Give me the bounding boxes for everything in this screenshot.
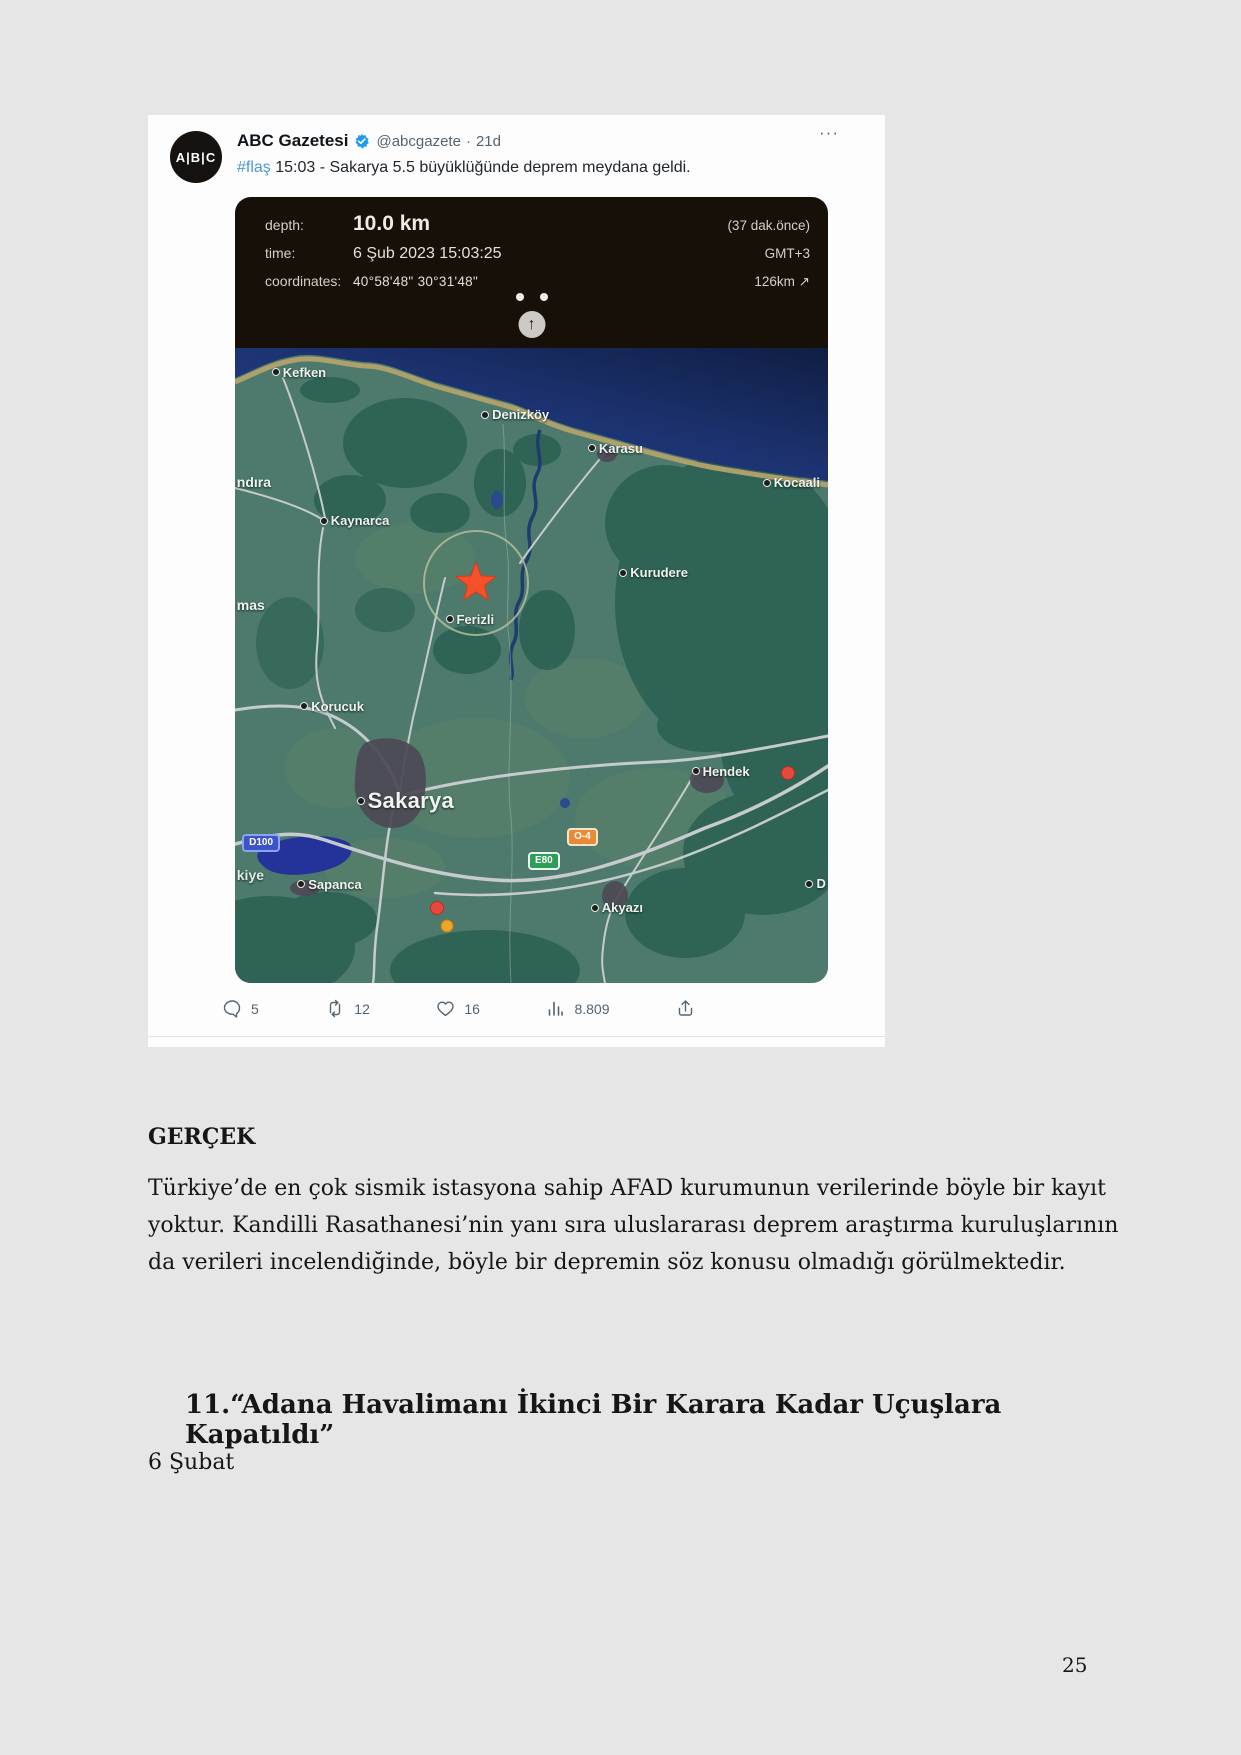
- views-count: 8.809: [574, 1000, 610, 1017]
- reply-icon: [223, 999, 242, 1018]
- quake-info-panel: [235, 197, 828, 348]
- views-button[interactable]: [546, 999, 609, 1018]
- fact-paragraph: Türkiye’de en çok sismik istasyona sahip AFAD kurumunun verilerinde böyle bir kayıt yoktur. Kandilli Rasathanesi’nin yanı sıra uluslararası deprem araştırma kuruluşlarının da verileri incelendiğinde, böyle bir depremin söz konusu olmadığı görülmektedir.: [148, 1176, 1119, 1275]
- quake-dot-red: [782, 767, 795, 780]
- coordinates-value: 40°58'48" 30°31'48": [353, 274, 479, 289]
- map-label-kocaali: Kocaali: [763, 475, 820, 490]
- account-handle[interactable]: @abcgazete: [376, 132, 461, 150]
- map-label-hendek: Hendek: [692, 764, 750, 779]
- account-name[interactable]: ABC Gazetesi: [237, 131, 349, 150]
- town-dot: [805, 880, 813, 888]
- claim-heading: 11.“Adana Havalimanı İkinci Bir Karara Kadar Uçuşlara Kapatıldı”: [185, 1390, 1002, 1450]
- tweet-card: [148, 115, 885, 1047]
- like-button[interactable]: [436, 999, 480, 1018]
- town-dot: [481, 411, 489, 419]
- page-number: 25: [1062, 1653, 1088, 1677]
- earthquake-map-embed[interactable]: [235, 197, 828, 983]
- dot-separator: ·: [465, 132, 471, 150]
- map-label-ferizli: Ferizli: [446, 612, 495, 627]
- time-row: [265, 246, 810, 262]
- map-label-kaynarca: Kaynarca: [320, 513, 390, 528]
- heart-icon: [436, 999, 455, 1018]
- road-shield-d100: D100: [242, 834, 280, 852]
- town-dot: [591, 904, 599, 912]
- map-label-d-partial: D: [805, 876, 825, 891]
- map-label-kurudere: Kurudere: [619, 565, 688, 580]
- avatar-letters: A|B|C: [175, 149, 217, 165]
- claim-date: 6 Şubat: [148, 1450, 235, 1475]
- map-label-sakarya: Sakarya: [357, 788, 455, 814]
- scroll-up-button[interactable]: [518, 311, 545, 338]
- coordinates-label: coordinates:: [265, 273, 342, 289]
- carousel-dots[interactable]: [235, 293, 828, 301]
- distance-value: 126km ↗: [754, 274, 810, 289]
- town-dot: [588, 444, 596, 452]
- map-label-karasu: Karasu: [588, 441, 643, 456]
- tweet-timestamp[interactable]: 21d: [475, 132, 501, 150]
- carousel-dot[interactable]: [540, 293, 548, 301]
- map-label-denizkoy: Denizköy: [481, 407, 549, 422]
- town-dot: [446, 615, 454, 623]
- retweet-count: 12: [354, 1000, 370, 1017]
- tweet-header: [237, 131, 501, 151]
- road-shield-e80: E80: [528, 852, 560, 870]
- depth-label: depth:: [265, 217, 304, 233]
- map-canvas[interactable]: [235, 348, 828, 983]
- share-button[interactable]: [676, 999, 695, 1018]
- hashtag-link[interactable]: #flaş: [237, 159, 271, 176]
- like-count: 16: [464, 1000, 480, 1017]
- tweet-text-body: 15:03 - Sakarya 5.5 büyüklüğünde deprem meydana geldi.: [270, 159, 691, 176]
- coordinates-row: [265, 274, 810, 289]
- up-arrow-icon: ↑: [527, 315, 536, 333]
- reply-count: 5: [251, 1000, 259, 1017]
- town-dot: [357, 797, 365, 805]
- quake-dot-red: [431, 902, 444, 915]
- verified-badge-icon: [353, 132, 371, 150]
- share-icon: [676, 999, 695, 1018]
- views-bars-icon: [546, 999, 565, 1018]
- time-label: time:: [265, 245, 296, 261]
- card-bottom-divider: [148, 1036, 885, 1037]
- retweet-button[interactable]: [325, 999, 370, 1018]
- town-dot: [320, 517, 328, 525]
- timezone-value: GMT+3: [764, 246, 810, 261]
- fact-heading: GERÇEK: [148, 1124, 256, 1150]
- time-ago-badge: (37 dak.önce): [727, 218, 810, 233]
- town-dot: [272, 368, 280, 376]
- town-dot: [619, 569, 627, 577]
- town-dot: [297, 880, 305, 888]
- map-label-kandira: ndıra: [236, 473, 271, 490]
- map-label-korucuk: Korucuk: [300, 699, 364, 714]
- map-label-kaymas: mas: [236, 596, 265, 613]
- more-menu-icon[interactable]: ···: [819, 123, 839, 142]
- reply-button[interactable]: [223, 999, 259, 1018]
- map-label-akyazi: Akyazı: [591, 900, 643, 915]
- quake-dot-yellow: [441, 920, 453, 932]
- map-label-kefken: Kefken: [272, 365, 326, 380]
- depth-value: 10.0 km: [353, 212, 431, 235]
- depth-row: [265, 213, 810, 234]
- town-dot: [763, 479, 771, 487]
- map-label-turkiye: kiye: [236, 866, 265, 883]
- engagement-bar: [223, 999, 695, 1018]
- tweet-text: [237, 159, 691, 177]
- town-dot: [692, 767, 700, 775]
- time-value: 6 Şub 2023 15:03:25: [353, 245, 502, 262]
- road-shield-o4: O-4: [567, 828, 598, 846]
- retweet-icon: [325, 999, 345, 1018]
- map-label-sapanca: Sapanca: [297, 877, 361, 892]
- avatar[interactable]: [170, 131, 222, 183]
- carousel-dot[interactable]: [516, 293, 524, 301]
- town-dot: [300, 702, 308, 710]
